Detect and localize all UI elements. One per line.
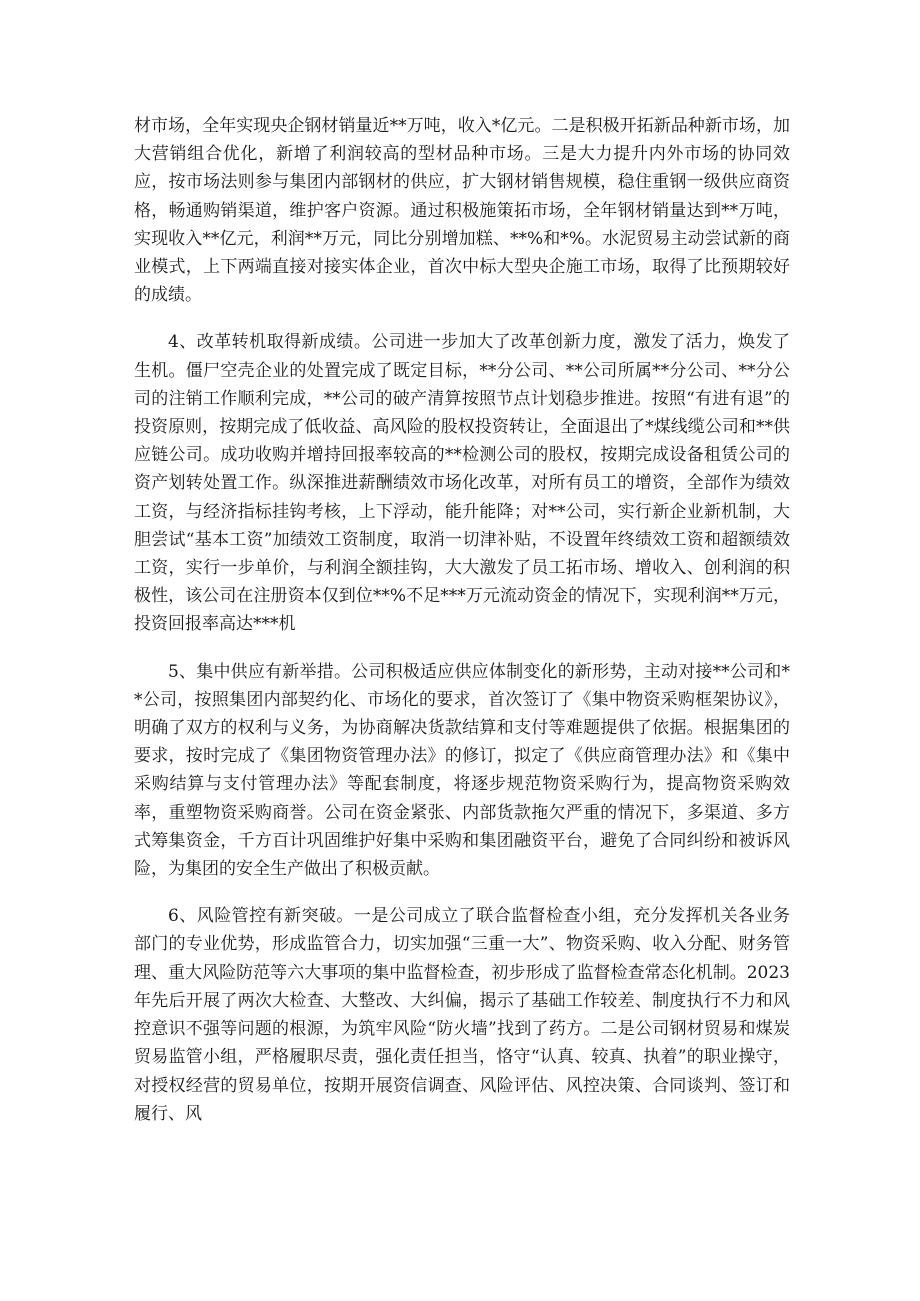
paragraph-centralized-supply: 5、集中供应有新举措。公司积极适应供应体制变化的新形势，主动对接**公司和**公司，按照集团内部契约化、市场化的要求，首次签订了《集中物资采购框架协议》，明确了双方的权利与义务，为协商解决货款结算和支付等难题提供了依据。根据集团的要求，按时完成了《集团物资管理办法》的修订，拟定了《供应商管理办法》和《集中采购结算与支付管理办法》等配套制度，将逐步规范物资采购行为，提高物资采购效率，重塑物资采购商誉。公司在资金紧张、内部货款拖欠严重的情况下，多渠道、多方式筹集资金，千方百计巩固维护好集中采购和集团融资平台，避免了合同纠纷和被诉风险，为集团的安全生产做出了积极贡献。 xyxy=(134,661,790,880)
paragraph-reform-achievements: 4、改革转机取得新成绩。公司进一步加大了改革创新力度，激发了活力，焕发了生机。僵尸空壳企业的处置完成了既定目标，**分公司、**公司所属**分公司、**分公司的注销工作顺利完成，**公司的破产清算按照节点计划稳步推进。按照“有进有退”的投资原则，按期完成了低收益、高风险的股权投资转让，全面退出了*煤线缆公司和**供应链公司。成功收购并增持回报率较高的**检测公司的股权，按期完成设备租赁公司的资产划转处置工作。纵深推进薪酬绩效市场化改革，对所有员工的增资，全部作为绩效工资，与经济指标挂钩考核，上下浮动，能升能降；对**公司，实行新企业新机制，大胆尝试“基本工资”加绩效工资制度，取消一切津补贴，不设置年终绩效工资和超额绩效工资，实行一步单价，与利润全额挂钩，大大激发了员工拓市场、增收入、创利润的积极性，该公司在注册资本仅到位**%不足***万元流动资金的情况下，实现利润**万元，投资回报率高达***机 xyxy=(134,332,790,635)
paragraph-steel-market-continuation: 材市场，全年实现央企钢材销量近**万吨，收入*亿元。二是积极开拓新品种新市场，加大营销组合优化，新增了利润较高的型材品种市场。三是大力提升内外市场的协同效应，按市场法则参与集团内部钢材的供应，扩大钢材销售规模，稳住重钢一级供应商资格，畅通购销渠道，维护客户资源。通过积极施策拓市场，全年钢材销量达到**万吨，实现收入**亿元，利润**万元，同比分别增加糕、**%和*%。水泥贸易主动尝试新的商业模式，上下两端直接对接实体企业，首次中标大型央企施工市场，取得了比预期较好的成绩。 xyxy=(134,116,790,306)
document-body xyxy=(134,112,790,1147)
paragraph-risk-control: 6、风险管控有新突破。一是公司成立了联合监督检查小组，充分发挥机关各业务部门的专业优势，形成监管合力，切实加强“三重一大”、物资采购、收入分配、财务管理、重大风险防范等六大事项的集中监督检查，初步形成了监督检查常态化机制。2023年先后开展了两次大检查、大整改、大纠偏，揭示了基础工作较差、制度执行不力和风控意识不强等问题的根源，为筑牢风险“防火墙”找到了药方。二是公司钢材贸易和煤炭贸易监管小组，严格履职尽责，强化责任担当，恪守“认真、较真、执着”的职业操守，对授权经营的贸易单位，按期开展资信调查、风险评估、风控决策、合同谈判、签订和履行、风 xyxy=(134,906,790,1124)
